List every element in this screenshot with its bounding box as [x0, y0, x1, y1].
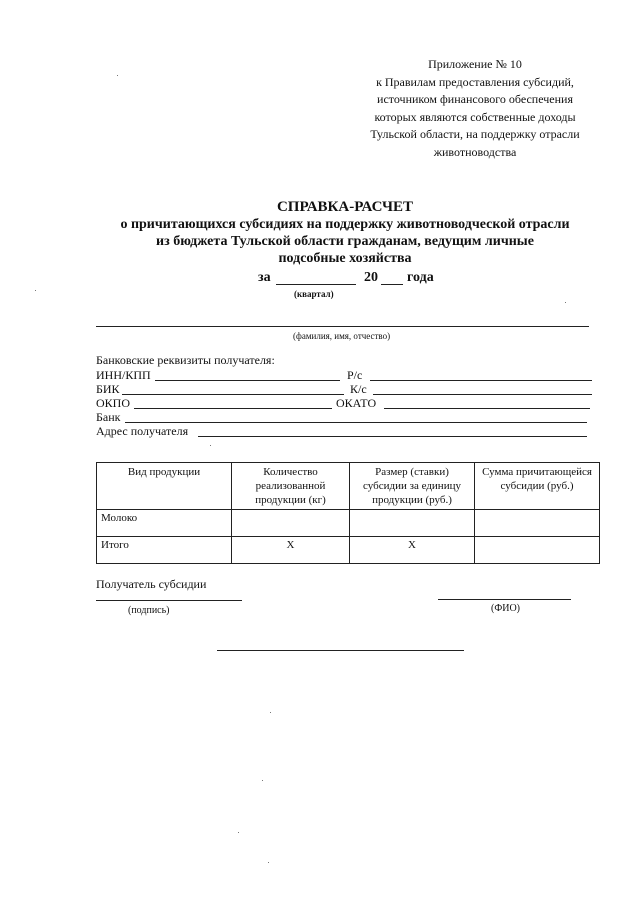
table-header: Вид продукции — [97, 463, 232, 510]
year-field[interactable] — [381, 284, 403, 285]
rs-field[interactable] — [370, 380, 592, 381]
recipient-label: Получатель субсидии — [96, 577, 207, 591]
document-subtitle-line: о причитающихся субсидиях на поддержку животноводческой отрасли — [120, 217, 570, 232]
table-cell[interactable] — [232, 510, 350, 537]
table-cell[interactable] — [475, 510, 600, 537]
table-header: Сумма причитающейся субсидии (руб.) — [475, 463, 600, 510]
address-field[interactable] — [198, 436, 587, 437]
table-header: Размер (ставки) субсидии за единицу продукции (руб.) — [350, 463, 475, 510]
okpo-label: ОКПО — [96, 396, 131, 410]
table-cell: Х — [232, 537, 350, 564]
table-header: Количество реализованной продукции (кг) — [232, 463, 350, 510]
inn-label: ИНН/КПП — [96, 368, 151, 382]
name-caption: (ФИО) — [491, 603, 521, 614]
signature-field[interactable] — [96, 600, 242, 601]
okato-label: ОКАТО — [336, 396, 377, 410]
appendix-line: животноводства — [433, 144, 517, 159]
table-cell: Х — [350, 537, 475, 564]
appendix-line: Тульской области, на поддержку отрасли — [370, 127, 580, 141]
period-prefix: за — [258, 270, 271, 285]
appendix-line: Приложение № 10 — [428, 57, 522, 71]
document-title: СПРАВКА-РАСЧЕТ — [276, 199, 414, 215]
closing-rule — [217, 650, 464, 651]
scan-speck — [238, 832, 239, 833]
ks-field[interactable] — [373, 394, 592, 395]
table-row — [97, 510, 600, 537]
okpo-field[interactable] — [134, 408, 332, 409]
table-row — [97, 537, 600, 564]
table-cell: Молоко — [97, 510, 232, 537]
scan-speck — [210, 445, 211, 446]
scan-speck — [565, 302, 566, 303]
okato-field[interactable] — [384, 408, 590, 409]
quarter-caption: (квартал) — [294, 289, 334, 299]
appendix-line: источником финансового обеспечения — [377, 92, 573, 106]
bik-label: БИК — [96, 382, 120, 396]
table-cell[interactable] — [475, 537, 600, 564]
period-suffix: года — [407, 270, 434, 285]
scan-speck — [35, 290, 36, 291]
scan-speck — [262, 780, 263, 781]
table-header-row — [97, 463, 600, 510]
bank-field[interactable] — [125, 422, 587, 423]
table-cell[interactable] — [350, 510, 475, 537]
table-cell: Итого — [97, 537, 232, 564]
fio-field[interactable] — [96, 326, 589, 327]
quarter-field[interactable] — [276, 284, 356, 285]
document-subtitle-line: из бюджета Тульской области гражданам, ведущим личные — [156, 234, 534, 249]
document-subtitle-line: подсобные хозяйства — [278, 251, 412, 266]
scan-speck — [270, 712, 271, 713]
appendix-line: к Правилам предоставления субсидий, — [376, 74, 574, 89]
subsidy-table — [96, 462, 600, 564]
inn-field[interactable] — [155, 380, 340, 381]
signature-caption: (подпись) — [128, 605, 170, 616]
address-label: Адрес получателя — [96, 424, 189, 438]
fio-caption: (фамилия, имя, отчество) — [293, 331, 391, 341]
ks-label: К/с — [350, 382, 367, 396]
bank-label: Банк — [96, 410, 121, 424]
rs-label: Р/с — [347, 368, 363, 382]
bik-field[interactable] — [122, 394, 344, 395]
period-year: 20 — [364, 270, 378, 285]
scan-speck — [268, 862, 269, 863]
appendix-note — [350, 56, 600, 161]
bank-details-heading: Банковские реквизиты получателя: — [96, 353, 275, 367]
recipient-name-field[interactable] — [438, 599, 571, 600]
scan-speck — [117, 75, 118, 76]
appendix-line: которых являются собственные доходы — [374, 109, 576, 124]
